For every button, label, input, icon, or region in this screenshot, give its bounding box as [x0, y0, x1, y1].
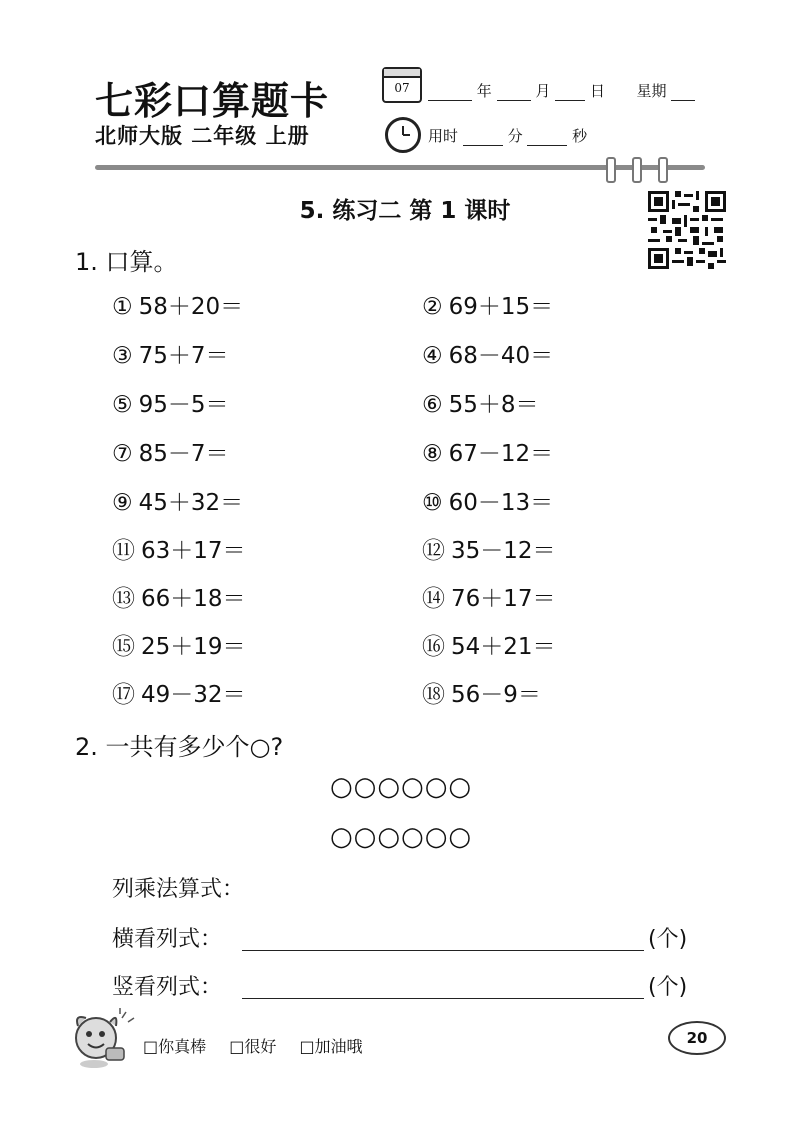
exercise-expression: 60－13＝ [448, 490, 554, 516]
exercise-item [112, 288, 243, 321]
minute-label: 分 [507, 127, 523, 145]
exercise-item [112, 484, 243, 517]
circle-row-1: ○○○○○○ [330, 772, 473, 802]
exercise-expression: 55＋8＝ [448, 392, 539, 418]
date-fill-line [428, 80, 695, 101]
circle-row-2: ○○○○○○ [330, 822, 473, 852]
exercise-number: ① [112, 294, 133, 320]
exercise-expression: 76＋17＝ [451, 586, 556, 612]
calendar-icon [382, 67, 422, 103]
exercise-item [112, 337, 229, 370]
multiplication-instruction: 列乘法算式： [112, 877, 245, 902]
exercise-expression: 66＋18＝ [141, 586, 246, 612]
q2-title: 2. 一共有多少个○? [75, 733, 284, 761]
day-blank[interactable] [555, 86, 585, 101]
exercise-item [112, 386, 229, 419]
exercise-item [422, 386, 539, 419]
calendar-day: 07 [394, 81, 410, 95]
exercise-number: ⑱ [422, 682, 445, 708]
exercise-item [422, 435, 553, 468]
exercise-item [112, 435, 229, 468]
exercise-number: ⑦ [112, 441, 133, 467]
exercise-expression: 35－12＝ [451, 538, 556, 564]
exercise-number: ⑫ [422, 538, 445, 564]
horizontal-unit: (个) [648, 927, 688, 952]
second-blank[interactable] [527, 131, 567, 146]
exercise-item [422, 628, 556, 661]
exercise-expression: 69＋15＝ [448, 294, 554, 320]
exercise-expression: 68－40＝ [448, 343, 554, 369]
exercise-item [422, 532, 556, 565]
exercise-expression: 95－5＝ [138, 392, 229, 418]
month-blank[interactable] [497, 86, 531, 101]
time-used-label: 用时 [428, 127, 459, 145]
qr-code[interactable] [648, 190, 726, 274]
exercise-item [112, 532, 246, 565]
time-fill-line [428, 125, 587, 146]
q1-title: 1. 口算。 [75, 248, 178, 276]
exercise-number: ⑪ [112, 538, 135, 564]
year-label: 年 [476, 82, 492, 100]
horizontal-answer-line[interactable] [242, 950, 644, 951]
binder-ring [632, 157, 642, 183]
binder-ring [606, 157, 616, 183]
exercise-expression: 25＋19＝ [141, 634, 246, 660]
exercise-number: ③ [112, 343, 133, 369]
exercise-item [422, 288, 553, 321]
mascot-illustration [70, 1008, 140, 1074]
weekday-blank[interactable] [671, 86, 695, 101]
self-rating-options [143, 1034, 381, 1057]
exercise-expression: 56－9＝ [451, 682, 541, 708]
exercise-number: ⑮ [112, 634, 135, 660]
exercise-item [112, 580, 246, 613]
exercise-expression: 45＋32＝ [138, 490, 244, 516]
exercise-item [422, 484, 553, 517]
exercise-expression: 75＋7＝ [138, 343, 229, 369]
binder-ring [658, 157, 668, 183]
exercise-item [422, 337, 553, 370]
year-blank[interactable] [428, 86, 472, 101]
second-label: 秒 [572, 127, 588, 145]
exercise-item [422, 580, 556, 613]
clock-icon [385, 117, 421, 153]
exercise-number: ⑧ [422, 441, 443, 467]
exercise-number: ⑩ [422, 490, 443, 516]
minute-blank[interactable] [463, 131, 503, 146]
exercise-expression: 67－12＝ [448, 441, 554, 467]
exercise-number: ⑥ [422, 392, 443, 418]
vertical-answer-line[interactable] [242, 998, 644, 999]
vertical-label: 竖看列式： [112, 975, 223, 1000]
vertical-unit: (个) [648, 975, 688, 1000]
exercise-expression: 58＋20＝ [138, 294, 244, 320]
rating-option-keep-trying[interactable]: □加油哦 [299, 1037, 363, 1056]
lesson-title: 5. 练习二 第 1 课时 [299, 198, 511, 224]
horizontal-label: 横看列式： [112, 927, 223, 952]
exercise-item [112, 676, 246, 709]
exercise-number: ⑰ [112, 682, 135, 708]
exercise-expression: 49－32＝ [141, 682, 246, 708]
page-number: 20 [668, 1021, 726, 1055]
day-label: 日 [589, 82, 605, 100]
brand-title: 七彩口算题卡 [95, 79, 330, 123]
rating-option-good[interactable]: □很好 [229, 1037, 277, 1056]
rating-option-great[interactable]: □你真棒 [143, 1037, 207, 1056]
exercise-item [422, 676, 541, 709]
weekday-label: 星期 [636, 82, 667, 100]
exercise-number: ② [422, 294, 443, 320]
exercise-expression: 63＋17＝ [141, 538, 246, 564]
exercise-number: ⑯ [422, 634, 445, 660]
exercise-expression: 85－7＝ [138, 441, 229, 467]
exercise-number: ⑬ [112, 586, 135, 612]
exercise-item [112, 628, 246, 661]
exercise-expression: 54＋21＝ [451, 634, 556, 660]
edition-label: 北师大版 二年级 上册 [95, 124, 310, 148]
exercise-number: ⑨ [112, 490, 133, 516]
exercise-number: ⑭ [422, 586, 445, 612]
exercise-number: ⑤ [112, 392, 133, 418]
exercise-number: ④ [422, 343, 443, 369]
month-label: 月 [535, 82, 551, 100]
